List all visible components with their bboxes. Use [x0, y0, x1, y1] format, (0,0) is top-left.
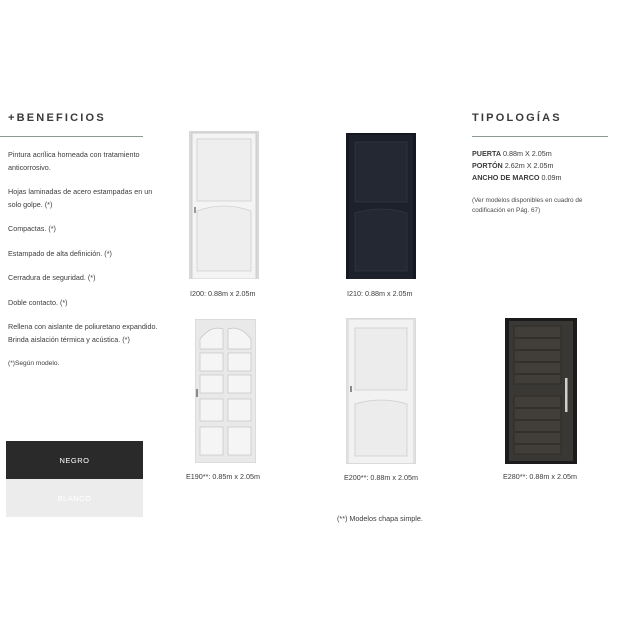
beneficios-title: +BENEFICIOS	[8, 112, 106, 124]
benefit-item: Cerradura de seguridad. (*)	[8, 273, 96, 282]
door-dims: 0.88m x 2.05m	[370, 473, 418, 482]
benefit-item: Estampado de alta definición. (*)	[8, 248, 112, 258]
door-image-e280	[505, 318, 577, 464]
spec-value: 2.62m X 2.05m	[504, 161, 554, 170]
door-caption-i200	[190, 289, 256, 298]
door-caption-e190	[186, 472, 260, 481]
tipologias-specs	[472, 148, 561, 184]
spec-label: PORTÓN	[472, 161, 503, 170]
benefit-item: Rellena con aislante de poliuretano expandido. Brinda aislación térmica y acústica. (*)	[8, 322, 158, 344]
color-label-white: BLANCO	[57, 493, 92, 503]
benefit-item: Doble contacto. (*)	[8, 297, 68, 307]
door-image-i210	[346, 133, 416, 279]
spec-value: 0.88m X 2.05m	[503, 149, 552, 158]
door-caption-i210	[347, 289, 413, 298]
door-image-i200	[189, 131, 259, 279]
door-code: E190**:	[186, 472, 211, 481]
door-caption-e200	[344, 473, 418, 482]
benefit-note: (*)Según modelo.	[8, 360, 60, 367]
color-label-black: NEGRO	[59, 455, 90, 465]
benefit-item: Compactas. (*)	[8, 224, 56, 233]
color-swatch-white	[6, 479, 143, 517]
door-dims: 0.88m x 2.05m	[365, 289, 413, 298]
spec-row	[472, 148, 561, 160]
spec-label: ANCHO DE MARCO	[472, 173, 540, 182]
door-code: I210:	[347, 289, 363, 298]
spec-row	[472, 160, 561, 172]
door-code: I200:	[190, 289, 206, 298]
spec-value: 0.09m	[541, 173, 562, 182]
benefit-item: Pintura acrílica horneada con tratamiento anticorrosivo.	[8, 150, 140, 172]
spec-label: PUERTA	[472, 149, 502, 158]
beneficios-divider	[0, 136, 143, 137]
benefit-item: Hojas laminadas de acero estampadas en un solo golpe. (*)	[8, 187, 153, 209]
catalog-page	[0, 96, 640, 528]
door-code: E280**:	[503, 472, 528, 481]
color-swatch-black	[6, 441, 143, 479]
door-dims: 0.88m x 2.05m	[529, 472, 577, 481]
footnote: (**) Modelos chapa simple.	[337, 514, 423, 523]
door-image-e200	[346, 318, 416, 464]
door-code: E200**:	[344, 473, 369, 482]
tipologias-title: TIPOLOGÍAS	[472, 112, 562, 124]
tipologias-divider	[472, 136, 608, 137]
door-caption-e280	[503, 472, 577, 481]
door-image-e190	[195, 319, 256, 463]
door-dims: 0.88m x 2.05m	[208, 289, 256, 298]
door-dims: 0.85m x 2.05m	[212, 472, 260, 481]
tipologias-note: (Ver modelos disponibles en cuadro de codificación en Pág. 67)	[472, 197, 583, 214]
spec-row	[472, 172, 561, 184]
beneficios-list	[8, 149, 158, 383]
